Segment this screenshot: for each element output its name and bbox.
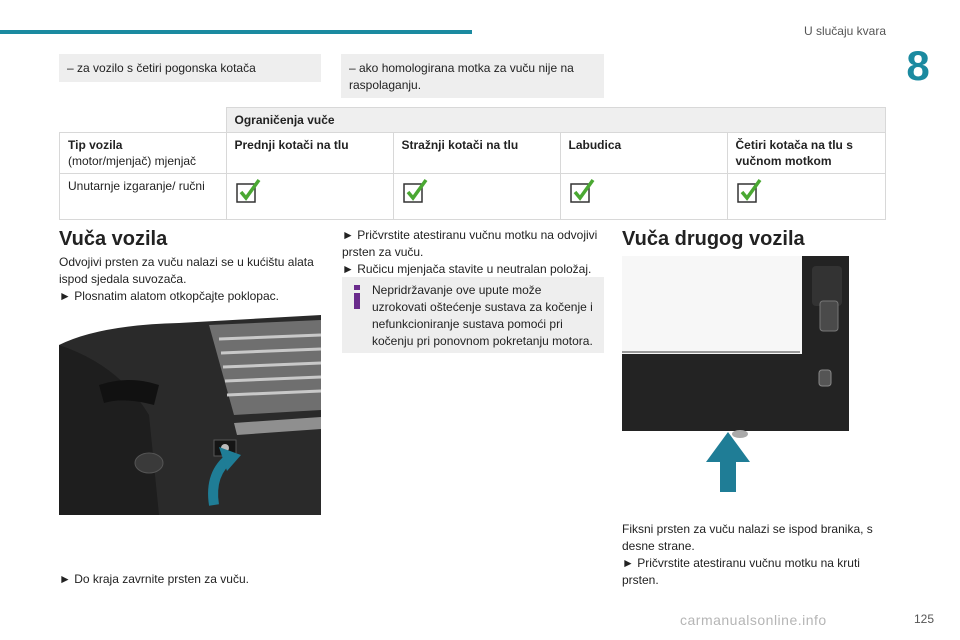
towing-other-text — [622, 521, 884, 589]
towing-vehicle-step-2: ► Do kraja zavrnite prsten za vuču. — [59, 572, 249, 586]
towing-vehicle-para: Odvojivi prsten za vuču nalazi se u kućištu alata ispod sjedala suvozača. — [59, 255, 314, 286]
note-left: – za vozilo s četiri pogonska kotača — [59, 54, 321, 82]
chapter-number: 8 — [906, 42, 930, 89]
check-cell — [560, 174, 727, 220]
towing-other-para: Fiksni prsten za vuču nalazi se ispod branika, s desne strane. — [622, 522, 873, 553]
heading-towing-vehicle: Vuča vozila — [59, 228, 168, 250]
warning-box — [342, 277, 604, 353]
middle-step-1: ► Pričvrstite atestiranu vučnu motku na odvojivi prsten za vuču. — [342, 228, 598, 259]
front-bumper-svg — [59, 305, 321, 515]
checkmark-icon — [569, 178, 595, 204]
page-number: 125 — [913, 612, 934, 626]
towing-other-step-1: ► Pričvrstite atestiranu vučnu motku na kruti prsten. — [622, 556, 860, 587]
table-title: Ograničenja vuče — [226, 108, 886, 133]
front-bumper-illustration — [59, 305, 321, 515]
column-header: Labudica — [560, 133, 727, 174]
rear-bumper-illustration — [622, 256, 849, 494]
heading-towing-other: Vuča drugog vozila — [622, 228, 805, 250]
warning-text: Nepridržavanje ove upute može uzrokovati oštećenje sustava za kočenje i nefunkcioniranje sustava pomoći pri kočenju pri ponovnom pokretanju motora. — [372, 283, 593, 348]
checkmark-icon — [235, 178, 261, 204]
middle-step-2: ► Ručicu mjenjača stavite u neutralan položaj. — [342, 262, 592, 276]
watermark: carmanualsonline.info — [680, 612, 827, 628]
check-cell — [727, 174, 886, 220]
vehicle-type-sub: (motor/mjenjač) mjenjač — [68, 154, 197, 168]
vehicle-type-cell — [60, 133, 227, 174]
empty-corner-cell — [60, 108, 227, 133]
vehicle-type-label: Tip vozila — [68, 138, 123, 152]
column-header: Stražnji kotači na tlu — [393, 133, 560, 174]
towing-vehicle-text — [59, 254, 321, 305]
rear-bumper-svg — [622, 256, 849, 494]
note-right: – ako homologirana motka za vuču nije na raspolaganju. — [341, 54, 604, 98]
column-header: Četiri kotača na tlu s vučnom motkom — [727, 133, 886, 174]
info-icon — [350, 285, 364, 309]
checkmark-icon — [402, 178, 428, 204]
section-title: U slučaju kvara — [803, 24, 886, 38]
towing-vehicle-step-1: ► Plosnatim alatom otkopčajte poklopac. — [59, 289, 279, 303]
check-cell — [393, 174, 560, 220]
header-accent-bar — [0, 30, 472, 34]
row-label: Unutarnje izgaranje/ ručni — [60, 174, 227, 220]
column-header: Prednji kotači na tlu — [226, 133, 393, 174]
checkmark-icon — [736, 178, 762, 204]
middle-text — [342, 227, 604, 278]
towing-limits-table — [59, 107, 886, 220]
check-cell — [226, 174, 393, 220]
